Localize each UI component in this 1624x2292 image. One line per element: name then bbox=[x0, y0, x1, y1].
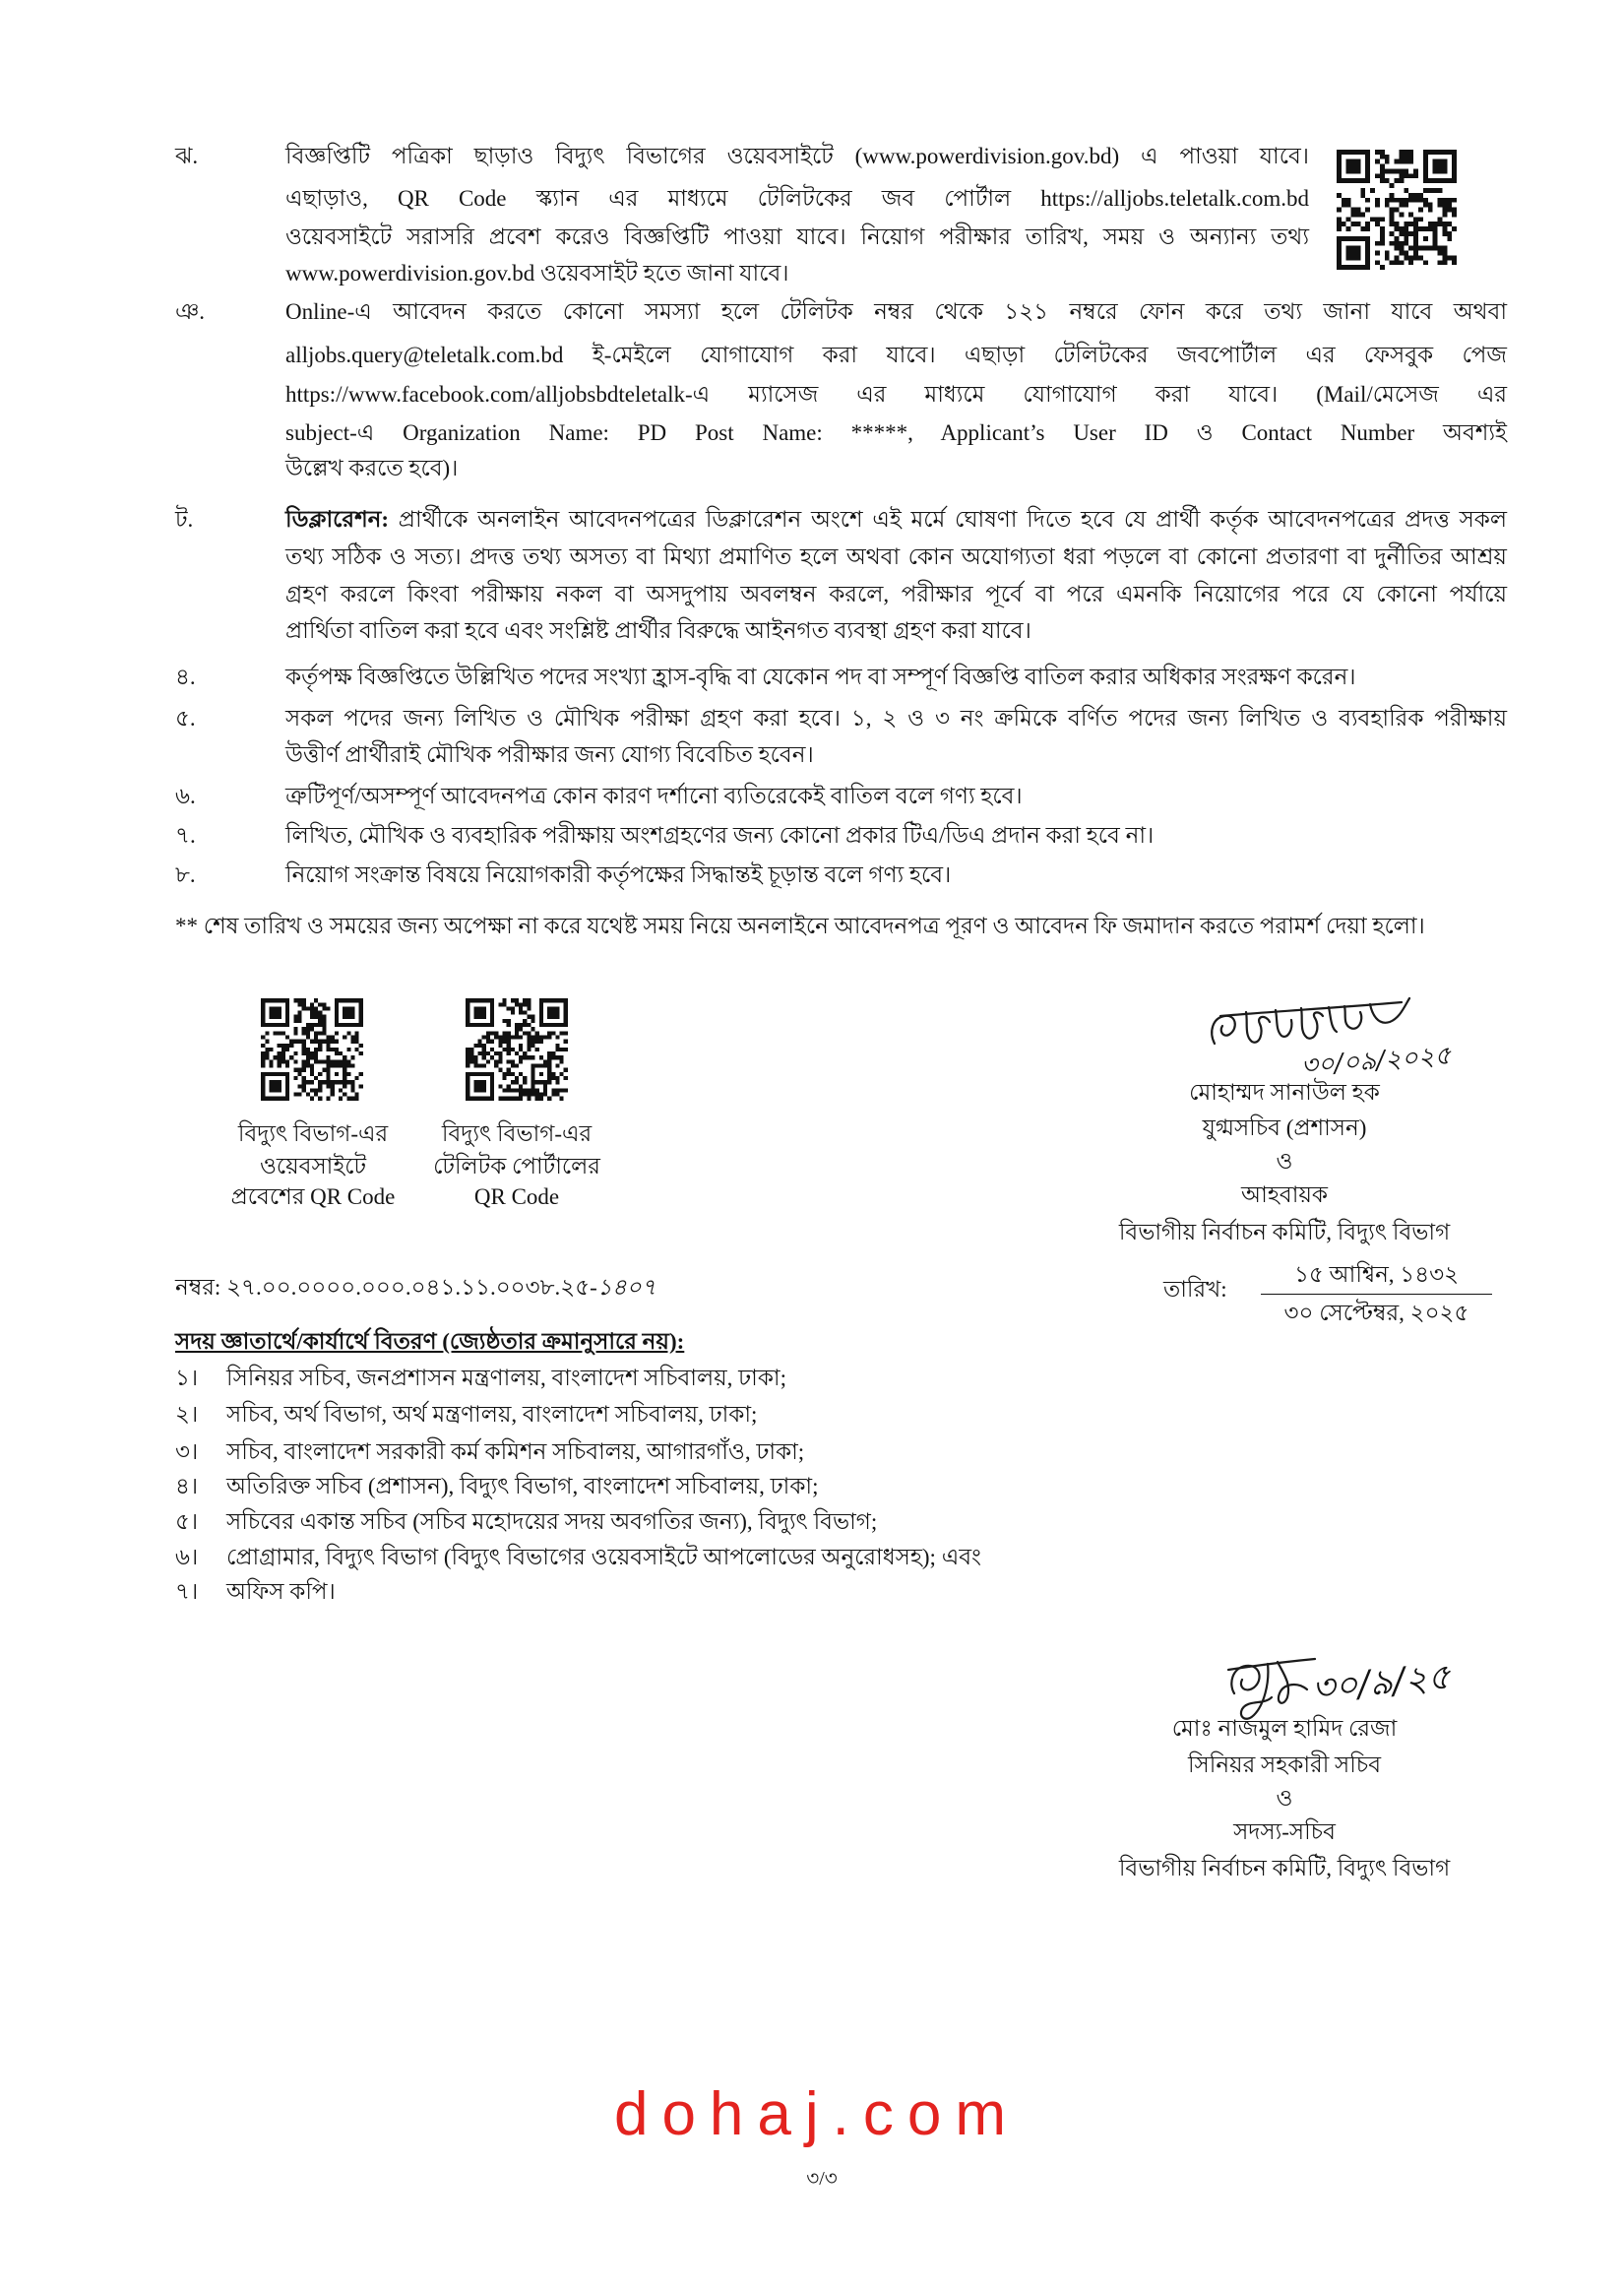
paragraph-line: এছাড়াও, QR Code স্ক্যান এর মাধ্যমে টেলিটকের জব পোর্টাল https://alljobs.teletalk.com.bd bbox=[285, 186, 1309, 211]
memo-value: ২৭.০০.০০০০.০০০.০৪১.১১.০০৩৮.২৫- bbox=[226, 1275, 597, 1300]
paragraph-line: নিয়োগ সংক্রান্ত বিষয়ে নিয়োগকারী কর্তৃপক্ষের সিদ্ধান্তই চূড়ান্ত বলে গণ্য হবে। bbox=[285, 862, 952, 887]
list-number: ৪। bbox=[175, 1474, 199, 1498]
date-gregorian: ৩০ সেপ্টেম্বর, ২০২৫ bbox=[1283, 1301, 1469, 1325]
qr-modules bbox=[1337, 150, 1457, 270]
qr-caption-line: বিদ্যুৎ বিভাগ-এর bbox=[441, 1121, 593, 1146]
paragraph-line: Online-এ আবেদন করতে কোনো সমস্যা হলে টেলিটক নম্বর থেকে ১২১ নম্বরে ফোন করে তথ্য জানা যাবে অথবা bbox=[285, 299, 1507, 324]
date-bangla: ১৫ আশ্বিন, ১৪৩২ bbox=[1293, 1262, 1460, 1287]
item-label: ঞ. bbox=[175, 299, 206, 324]
signatory-name: মোহাম্মদ সানাউল হক bbox=[1189, 1080, 1380, 1105]
paragraph-line: বিজ্ঞপ্তিটি পত্রিকা ছাড়াও বিদ্যুৎ বিভাগের ওয়েবসাইটে (www.powerdivision.gov.bd) এ পাওয়া যাবে। bbox=[285, 144, 1309, 168]
list-item: অতিরিক্ত সচিব (প্রশাসন), বিদ্যুৎ বিভাগ, বাংলাদেশ সচিবালয়, ঢাকা; bbox=[226, 1474, 819, 1498]
watermark-text: dohaj.com bbox=[613, 2080, 1021, 2148]
item-label: ৮. bbox=[175, 862, 196, 887]
signed-date: ৩০/০৯/২০২৫ bbox=[1299, 1041, 1453, 1081]
memo-label: নম্বর: bbox=[175, 1275, 221, 1300]
paragraph-line: ওয়েবসাইটে সরাসরি প্রবেশ করেও বিজ্ঞপ্তিটি পাওয়া যাবে। নিয়োগ পরীক্ষার তারিখ, সময় ও অন্যান্য তথ্য bbox=[285, 224, 1309, 249]
list-number: ৭। bbox=[175, 1579, 199, 1604]
qr-caption-line: ওয়েবসাইটে bbox=[259, 1154, 367, 1178]
signatory-conjunction: ও bbox=[1276, 1786, 1293, 1811]
list-item: সচিব, বাংলাদেশ সরকারী কর্ম কমিশন সচিবালয়, আগারগাঁও, ঢাকা; bbox=[226, 1439, 805, 1464]
signatory-designation: সিনিয়র সহকারী সচিব bbox=[1187, 1752, 1382, 1777]
distribution-heading: সদয় জ্ঞাতার্থে/কার্যার্থে বিতরণ (জ্যেষ্ঠতার ক্রমানুসারে নয়): bbox=[175, 1329, 685, 1354]
qr-modules bbox=[261, 998, 363, 1101]
paragraph-line: তথ্য সঠিক ও সত্য। প্রদত্ত তথ্য অসত্য বা মিথ্যা প্রমাণিত হলে অথবা কোন অযোগ্যতা ধরা পড়লে বা কোনো প্রতারণা বা দুর্নীতির আশ্রয় bbox=[285, 544, 1507, 569]
list-number: ২। bbox=[175, 1402, 199, 1427]
item-label: ঝ. bbox=[175, 144, 199, 168]
list-number: ১। bbox=[175, 1366, 199, 1390]
paragraph-text: প্রার্থীকে অনলাইন আবেদনপত্রের ডিক্লারেশন অংশে এই মর্মে ঘোষণা দিতে হবে যে প্রার্থী কর্তৃক আবেদনপত্রের প্রদত্ত সকল bbox=[398, 507, 1507, 532]
item-label: ৬. bbox=[175, 784, 196, 808]
paragraph-line: alljobs.query@teletalk.com.bd ই-মেইলে যোগাযোগ করা যাবে। এছাড়া টেলিটকের জবপোর্টাল এর ফেসবুক পেজ bbox=[285, 343, 1507, 367]
qr-code-teletalk-portal bbox=[462, 994, 572, 1105]
paragraph-line: লিখিত, মৌখিক ও ব্যবহারিক পরীক্ষায় অংশগ্রহণের জন্য কোনো প্রকার টিএ/ডিএ প্রদান করা হবে না। bbox=[285, 823, 1155, 848]
memo-number bbox=[175, 1270, 864, 1305]
signatory-conjunction: ও bbox=[1276, 1149, 1293, 1174]
date-label: তারিখ: bbox=[1163, 1277, 1227, 1302]
paragraph-line: সকল পদের জন্য লিখিত ও মৌখিক পরীক্ষা গ্রহণ করা হবে। ১, ২ ও ৩ নং ক্রমিকে বর্ণিত পদের জন্য লিখিত ও ব্যবহারিক পরীক্ষায় bbox=[285, 706, 1507, 731]
item-label: ৪. bbox=[175, 665, 196, 689]
qr-code-power-division-website bbox=[257, 994, 367, 1105]
page-number: ৩/৩ bbox=[806, 2168, 838, 2190]
paragraph-line: https://www.facebook.com/alljobsbdteletalk-এ ম্যাসেজ এর মাধ্যমে যোগাযোগ করা যাবে। (Mail/মেসেজ এর bbox=[285, 382, 1507, 407]
paragraph-line: কর্তৃপক্ষ বিজ্ঞপ্তিতে উল্লিখিত পদের সংখ্যা হ্রাস-বৃদ্ধি বা যেকোন পদ বা সম্পূর্ণ বিজ্ঞপ্তি বাতিল করার অধিকার সংরক্ষণ করেন। bbox=[285, 665, 1356, 689]
date-divider bbox=[1261, 1294, 1492, 1295]
paragraph-line: উত্তীর্ণ প্রার্থীরাই মৌখিক পরীক্ষার জন্য যোগ্য বিবেচিত হবেন। bbox=[285, 742, 814, 767]
signatory-committee: বিভাগীয় নির্বাচন কমিটি, বিদ্যুৎ বিভাগ bbox=[1118, 1220, 1451, 1244]
memo-value-handwritten: ১৪০৭ bbox=[596, 1275, 656, 1301]
list-number: ৫। bbox=[175, 1509, 199, 1534]
item-label: ৭. bbox=[175, 823, 196, 848]
paragraph-line: www.powerdivision.gov.bd ওয়েবসাইট হতে জানা যাবে। bbox=[285, 261, 789, 286]
item-label: ট. bbox=[175, 507, 194, 532]
list-number: ৩। bbox=[175, 1439, 199, 1464]
signatory-committee: বিভাগীয় নির্বাচন কমিটি, বিদ্যুৎ বিভাগ bbox=[1118, 1856, 1451, 1880]
qr-caption-line: টেলিটক পোর্টালের bbox=[433, 1154, 600, 1178]
list-item: অফিস কপি। bbox=[226, 1579, 336, 1604]
qr-caption-line: QR Code bbox=[473, 1184, 560, 1209]
paragraph-line: subject-এ Organization Name: PD Post Name: *****, Applicant’s User ID ও Contact Number অবশ্যই bbox=[285, 420, 1507, 445]
paragraph-line: গ্রহণ করলে কিংবা পরীক্ষায় নকল বা অসদুপায় অবলম্বন করলে, পরীক্ষার পূর্বে বা পরে এমনকি নিয়োগের পরে যে কোনো পর্যায়ে bbox=[285, 582, 1507, 606]
declaration-heading: ডিক্লারেশন: bbox=[285, 507, 390, 532]
list-number: ৬। bbox=[175, 1545, 199, 1569]
signed-date: ৩০/৯/২৫ bbox=[1310, 1656, 1453, 1709]
paragraph-line: প্রার্থিতা বাতিল করা হবে এবং সংশ্লিষ্ট প্রার্থীর বিরুদ্ধে আইনগত ব্যবস্থা গ্রহণ করা যাবে। bbox=[285, 618, 1031, 643]
item-label: ৫. bbox=[175, 706, 196, 731]
qr-caption-line: বিদ্যুৎ বিভাগ-এর bbox=[237, 1121, 389, 1146]
paragraph-line bbox=[285, 502, 1507, 538]
list-item: প্রোগ্রামার, বিদ্যুৎ বিভাগ (বিদ্যুৎ বিভাগের ওয়েবসাইটে আপলোডের অনুরোধসহ); এবং bbox=[226, 1545, 981, 1569]
paragraph-line: ত্রুটিপূর্ণ/অসম্পূর্ণ আবেদনপত্র কোন কারণ দর্শানো ব্যতিরেকেই বাতিল বলে গণ্য হবে। bbox=[285, 784, 1023, 808]
signatory-name: মোঃ নাজমুল হামিদ রেজা bbox=[1171, 1716, 1398, 1741]
advisory-note: ** শেষ তারিখ ও সময়ের জন্য অপেক্ষা না করে যথেষ্ট সময় নিয়ে অনলাইনে আবেদনপত্র পূরণ ও আবেদন ফি জমাদান করতে পরামর্শ দেয়া হলো। bbox=[175, 914, 1425, 938]
qr-caption-line: প্রবেশের QR Code bbox=[230, 1184, 396, 1209]
signatory-designation: যুগ্মসচিব (প্রশাসন) bbox=[1202, 1115, 1367, 1140]
signatory-role: আহবায়ক bbox=[1240, 1182, 1329, 1207]
signatory-role: সদস্য-সচিব bbox=[1233, 1819, 1336, 1844]
paragraph-line: উল্লেখ করতে হবে)। bbox=[285, 456, 459, 480]
qr-modules bbox=[466, 998, 568, 1101]
list-item: সচিবের একান্ত সচিব (সচিব মহোদয়ের সদয় অবগতির জন্য), বিদ্যুৎ বিভাগ; bbox=[226, 1509, 878, 1534]
list-item: সচিব, অর্থ বিভাগ, অর্থ মন্ত্রণালয়, বাংলাদেশ সচিবালয়, ঢাকা; bbox=[226, 1402, 758, 1427]
list-item: সিনিয়র সচিব, জনপ্রশাসন মন্ত্রণালয়, বাংলাদেশ সচিবালয়, ঢাকা; bbox=[226, 1366, 786, 1390]
qr-code-teletalk-job-portal bbox=[1332, 145, 1462, 275]
